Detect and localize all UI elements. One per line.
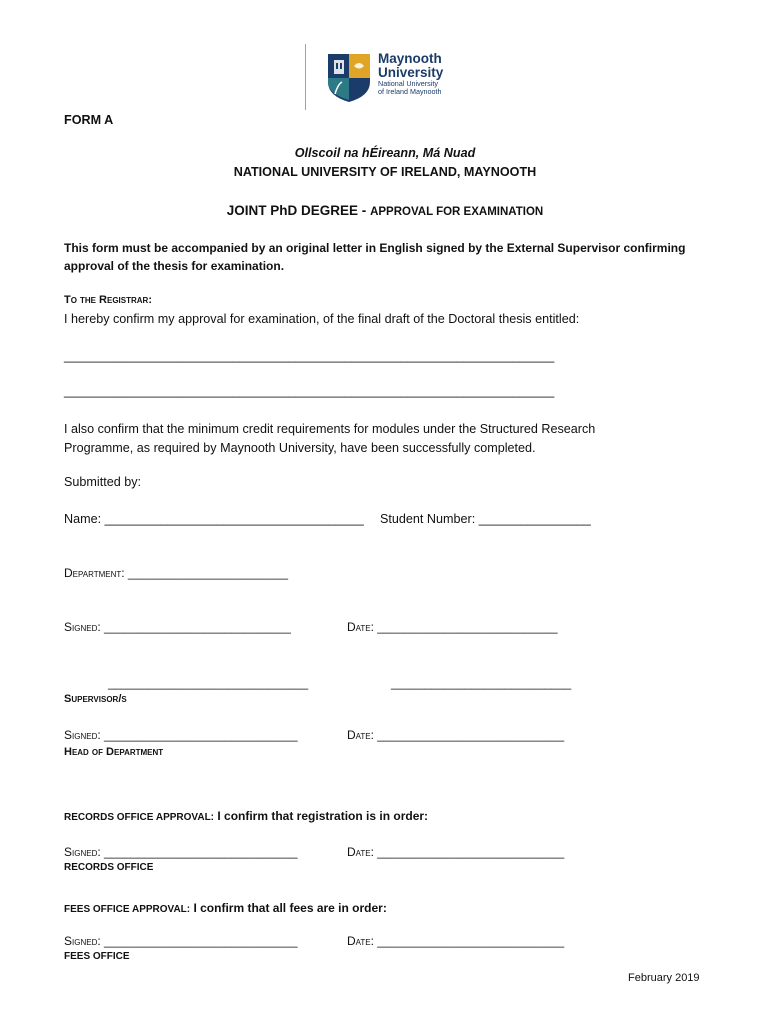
form-title-main: JOINT PhD DEGREE - xyxy=(226,203,371,218)
supervisor-signature-line-right[interactable]: ___________________________ xyxy=(391,676,572,690)
signed-field-fees[interactable]: Signed: _____________________________ xyxy=(64,934,298,948)
date-field-head[interactable]: Date: ____________________________ xyxy=(347,728,565,742)
fees-approval-text: I confirm that all fees are in order: xyxy=(190,901,387,915)
university-crest-icon xyxy=(326,52,372,104)
name-field[interactable]: Name: _____________________________________ xyxy=(64,512,364,526)
logo-sub-line1: National University xyxy=(378,79,438,88)
logo-sub-line2: of Ireland Maynooth xyxy=(378,87,442,96)
thesis-title-line-1[interactable]: ______________________________________________________________________ xyxy=(64,349,555,363)
fees-office-label: FEES OFFICE xyxy=(64,951,130,962)
thesis-title-line-2[interactable]: ______________________________________________________________________ xyxy=(64,384,555,398)
date-field-fees[interactable]: Date: ____________________________ xyxy=(347,934,565,948)
student-number-field[interactable]: Student Number: ________________ xyxy=(380,512,591,526)
fees-approval-line xyxy=(64,899,387,917)
records-approval-label: RECORDS OFFICE APPROVAL: xyxy=(64,812,215,823)
form-title-sub: APPROVAL FOR EXAMINATION xyxy=(370,206,544,218)
date-field-student[interactable]: Date: ___________________________ xyxy=(347,620,558,634)
submitted-by-label: Submitted by: xyxy=(64,475,142,489)
supervisor-signature-line-left[interactable]: ______________________________ xyxy=(108,676,309,690)
signed-field-records[interactable]: Signed: _____________________________ xyxy=(64,845,298,859)
confirm-text: I hereby confirm my approval for examination, of the final draft of the Doctoral thesis entitled: xyxy=(64,312,580,326)
instruction-text: This form must be accompanied by an original letter in English signed by the External Supervisor confirming approval of the thesis for examination. xyxy=(64,241,686,273)
fees-approval-label: FEES OFFICE APPROVAL: xyxy=(64,904,191,915)
department-field[interactable]: Department: ________________________ xyxy=(64,566,289,580)
records-approval-line xyxy=(64,807,428,825)
records-office-label: RECORDS OFFICE xyxy=(64,862,154,873)
records-approval-text: I confirm that registration is in order: xyxy=(214,809,429,823)
irish-name: Ollscoil na hÉireann, Má Nuad xyxy=(294,146,476,160)
logo-name-line1: Maynooth xyxy=(378,51,442,66)
university-name: NATIONAL UNIVERSITY OF IRELAND, MAYNOOTH xyxy=(233,165,537,179)
logo-divider xyxy=(305,44,306,110)
logo-name-line2: University xyxy=(378,65,444,80)
supervisors-label: Supervisor/s xyxy=(64,693,127,705)
head-of-department-label: Head of Department xyxy=(64,746,164,758)
form-title xyxy=(0,202,770,220)
date-field-records[interactable]: Date: ____________________________ xyxy=(347,845,565,859)
logo-wordmark xyxy=(378,52,443,80)
credit-confirmation-text: I also confirm that the minimum credit requirements for modules under the Structured Research Programme, as required by Maynooth University, have been successfully completed. xyxy=(64,422,596,455)
footer-date: February 2019 xyxy=(628,972,700,984)
form-label: FORM A xyxy=(64,113,114,127)
signed-field-head[interactable]: Signed: _____________________________ xyxy=(64,728,298,742)
signed-field-student[interactable]: Signed: ____________________________ xyxy=(64,620,291,634)
logo-subtitle xyxy=(378,80,442,96)
registrar-heading: To the Registrar: xyxy=(64,294,152,306)
